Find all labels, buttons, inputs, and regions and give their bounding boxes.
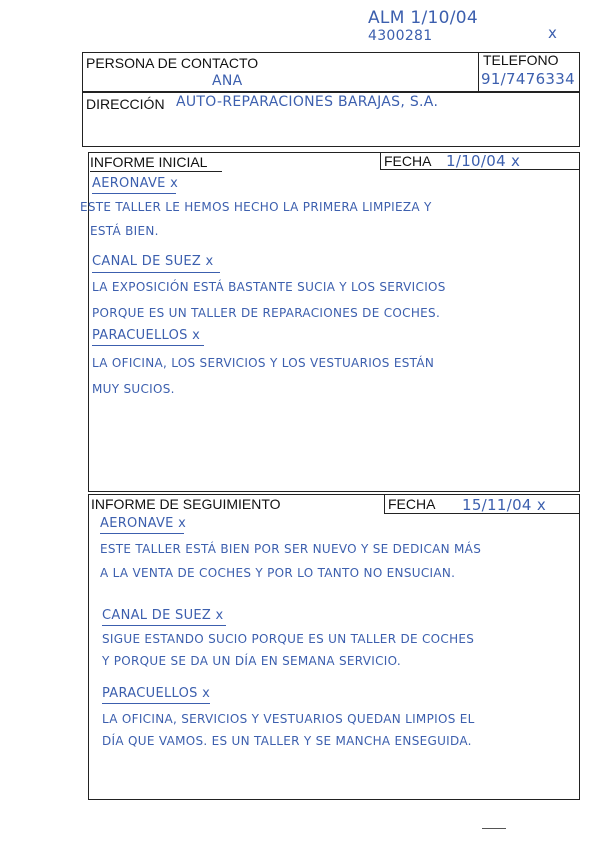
followup-entry-1-heading: AERONAVE x — [100, 516, 187, 531]
followup-entry-3-line1: LA OFICINA, SERVICIOS Y VESTUARIOS QUEDAN LIMPIOS EL — [102, 712, 475, 726]
followup-entry-3-line2: DÍA QUE VAMOS. ES UN TALLER Y SE MANCHA ENSEGUIDA. — [102, 734, 472, 748]
followup-date-value: 15/11/04 x — [462, 496, 547, 514]
initial-report-label: INFORME INICIAL — [90, 154, 208, 170]
initial-entry-1-line1: ESTE TALLER LE HEMOS HECHO LA PRIMERA LIMPIEZA Y — [80, 200, 432, 214]
followup-entry-2-heading: CANAL DE SUEZ x — [102, 608, 224, 623]
header-annotation-mark: x — [548, 24, 558, 42]
followup-report-label: INFORME DE SEGUIMIENTO — [91, 496, 281, 512]
initial-entry-2-heading: CANAL DE SUEZ x — [92, 254, 214, 269]
initial-date-label: FECHA — [384, 153, 432, 169]
contact-label: PERSONA DE CONTACTO — [86, 55, 259, 71]
followup-entry-2-underline — [102, 625, 226, 626]
followup-entry-3-underline — [102, 703, 210, 704]
followup-entry-1-line1: ESTE TALLER ESTÁ BIEN POR SER NUEVO Y SE DEDICAN MÁS — [100, 542, 482, 556]
address-value: AUTO-REPARACIONES BARAJAS, S.A. — [176, 94, 439, 110]
initial-entry-1-heading: AERONAVE x — [92, 176, 179, 191]
initial-entry-3-underline — [92, 345, 204, 346]
followup-entry-2-line2: Y PORQUE SE DA UN DÍA EN SEMANA SERVICIO. — [102, 654, 401, 668]
initial-entry-3-line2: MUY SUCIOS. — [92, 382, 175, 396]
initial-entry-2-underline — [92, 272, 220, 273]
followup-entry-1-underline — [100, 533, 184, 534]
phone-value: 91/7476334 — [481, 70, 575, 88]
followup-entry-1-line2: A LA VENTA DE COCHES Y POR LO TANTO NO ENSUCIAN. — [100, 566, 456, 580]
header-annotation-line1: ALM 1/10/04 — [368, 8, 479, 28]
contact-value: ANA — [212, 73, 243, 89]
phone-divider — [478, 52, 479, 92]
initial-entry-2-line2: PORQUE ES UN TALLER DE REPARACIONES DE COCHES. — [92, 306, 441, 320]
header-annotation-line2: 4300281 — [368, 28, 433, 44]
initial-entry-2-line1: LA EXPOSICIÓN ESTÁ BASTANTE SUCIA Y LOS SERVICIOS — [92, 280, 446, 294]
initial-date-value: 1/10/04 x — [446, 152, 521, 170]
initial-entry-3-line1: LA OFICINA, LOS SERVICIOS Y LOS VESTUARIOS ESTÁN — [92, 356, 435, 370]
stray-mark — [482, 828, 506, 829]
followup-date-label: FECHA — [388, 496, 436, 512]
followup-entry-2-line1: SIGUE ESTANDO SUCIO PORQUE ES UN TALLER DE COCHES — [102, 632, 475, 646]
initial-entry-1-underline — [92, 193, 176, 194]
followup-report-box — [88, 494, 580, 800]
initial-report-label-underline — [90, 171, 222, 172]
phone-label: TELEFONO — [483, 52, 559, 68]
initial-entry-3-heading: PARACUELLOS x — [92, 328, 201, 343]
initial-entry-1-line2: ESTÁ BIEN. — [90, 224, 159, 238]
followup-entry-3-heading: PARACUELLOS x — [102, 686, 211, 701]
address-label: DIRECCIÓN — [86, 96, 165, 112]
